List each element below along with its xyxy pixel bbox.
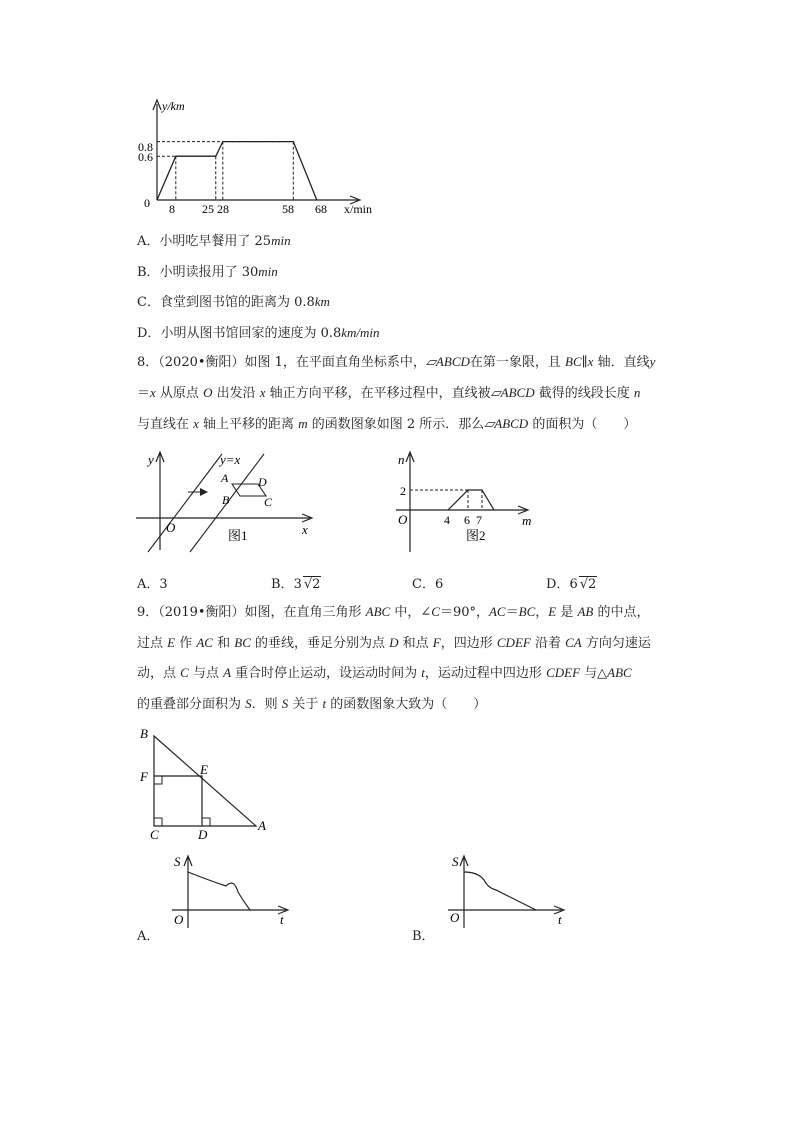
q9-line-3: 动，点 C 与点 A 重合时停止运动，设运动时间为 t，运动过程中四边形 CDEF 与△ABC <box>137 665 632 681</box>
svg-text:t: t <box>280 912 284 927</box>
svg-text:n: n <box>398 452 405 467</box>
svg-text:O: O <box>450 910 460 925</box>
q8-option-c[interactable]: C．6 <box>412 577 444 592</box>
svg-text:y=x: y=x <box>220 452 241 467</box>
distance-line <box>157 142 317 200</box>
svg-text:y: y <box>148 452 154 467</box>
svg-text:7: 7 <box>476 513 482 527</box>
q9-line-4: 的重叠部分面积为 S．则 S 关于 t 的函数图象大致为（ ） <box>137 696 487 712</box>
q7-option-b[interactable]: B．小明读报用了 30min <box>137 264 278 280</box>
svg-text:图2: 图2 <box>466 528 486 543</box>
svg-text:C: C <box>150 827 159 842</box>
svg-text:2: 2 <box>400 484 406 498</box>
svg-text:O: O <box>174 912 184 927</box>
svg-text:D: D <box>258 475 267 489</box>
q9-option-b[interactable]: B． <box>412 929 435 944</box>
q8-figure-2 <box>392 448 542 558</box>
svg-text:B: B <box>222 493 230 507</box>
q8-line-2: ＝x 从原点 O 出发沿 x 轴正方向平移，在平移过程中，直线被▱ABCD 截得的线段长度 n <box>137 385 641 401</box>
svg-text:D: D <box>198 827 208 842</box>
distance-time-graph <box>140 96 390 218</box>
x-tick-label: 58 <box>282 202 294 216</box>
q8-option-a[interactable]: A．3 <box>137 577 168 592</box>
q8-line-3: 与直线在 x 轴上平移的距离 m 的函数图象如图 2 所示．那么▱ABCD 的面积为（ ） <box>137 416 637 432</box>
svg-text:A: A <box>221 471 229 485</box>
svg-text:B: B <box>140 726 148 741</box>
q8-figure-1 <box>130 448 320 558</box>
svg-text:m: m <box>522 513 532 528</box>
x-tick-label: 25 <box>202 202 214 216</box>
svg-text:O: O <box>398 512 408 527</box>
q9-triangle-figure <box>136 722 276 844</box>
svg-text:O: O <box>166 520 176 535</box>
svg-text:x: x <box>302 522 308 537</box>
guide-lines <box>157 142 293 200</box>
q9-line-1: 9．（2019•衡阳）如图，在直角三角形 ABC 中，∠C＝90°，AC＝BC，E 是 AB 的中点， <box>137 604 650 620</box>
svg-text:6: 6 <box>464 513 470 527</box>
x-tick-label: 8 <box>169 202 175 216</box>
x-axis-label: x/min <box>344 202 373 216</box>
q7-option-c[interactable]: C．食堂到图书馆的距离为 0.8km <box>137 294 330 310</box>
sqrt-icon: √2 <box>579 577 597 592</box>
svg-text:t: t <box>558 912 562 927</box>
svg-text:A: A <box>258 818 266 833</box>
y-tick-label: 0.6 <box>138 150 153 164</box>
svg-text:S: S <box>174 854 181 869</box>
q7-option-d[interactable]: D．小明从图书馆回家的速度为 0.8km/min <box>137 325 380 341</box>
q8-option-b[interactable]: B．3 √2 <box>271 577 321 592</box>
q9-graph-b <box>444 852 574 932</box>
y-axis-label: y/km <box>162 99 185 113</box>
q9-line-2: 过点 E 作 AC 和 BC 的垂线，垂足分别为点 D 和点 F，四边形 CDEF 沿着 CA 方向匀速运 <box>137 635 651 651</box>
q7-option-a[interactable]: A．小明吃早餐用了 25min <box>137 233 291 249</box>
y-tick-label: 0.8 <box>138 140 153 154</box>
svg-text:F: F <box>140 769 148 784</box>
q8-line-1: 8．（2020•衡阳）如图 1，在平面直角坐标系中，▱ABCD在第一象限，且 BC∥x 轴．直线y <box>137 354 656 370</box>
q9-option-a[interactable]: A． <box>137 929 160 944</box>
q8-option-d[interactable]: D．6 √2 <box>546 577 597 592</box>
x-tick-label: 68 <box>315 202 327 216</box>
svg-text:4: 4 <box>444 513 450 527</box>
sqrt-icon: √2 <box>303 577 321 592</box>
q9-graph-a <box>168 852 298 932</box>
svg-text:C: C <box>264 495 273 509</box>
svg-text:E: E <box>200 762 208 777</box>
svg-text:S: S <box>452 854 459 869</box>
x-tick-label: 28 <box>217 202 229 216</box>
svg-text:图1: 图1 <box>228 528 248 543</box>
origin-label: 0 <box>144 196 150 210</box>
